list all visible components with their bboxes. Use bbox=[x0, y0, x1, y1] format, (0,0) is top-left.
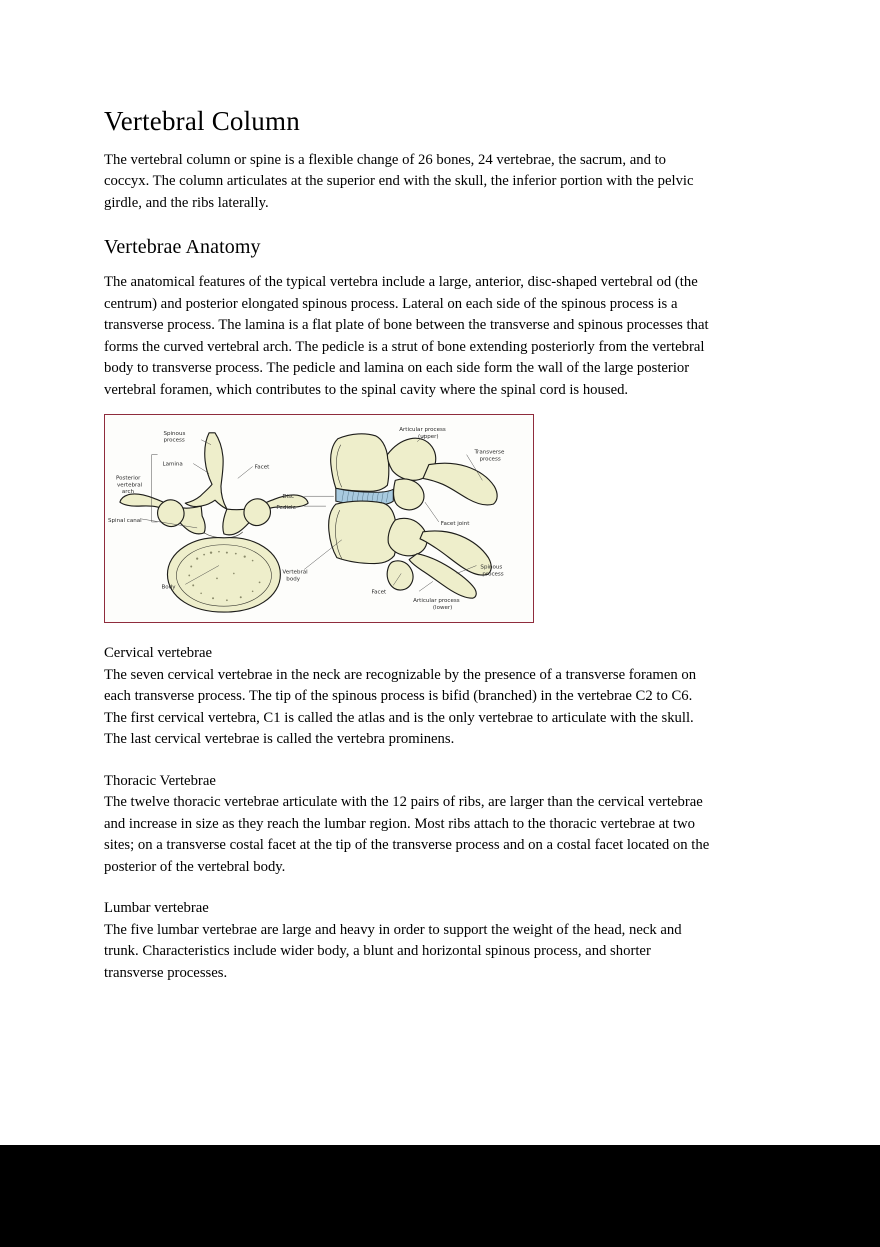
figure-label-facet: Facet bbox=[254, 464, 270, 471]
cervical-paragraph: The seven cervical vertebrae in the neck are recognizable by the presence of a transverse foramen on each transverse process. The tip of the spinous process is bifid (branched) in the vertebrae C2 to C6. The first cervical vertebra, C1 is called the atlas and is the only vertebrae to articulate with the skull. The last cervical vertebrae is called the vertebra prominens. bbox=[104, 666, 697, 748]
figure-label-posterior-3: arch bbox=[121, 489, 134, 496]
vertebra-anatomy-diagram bbox=[104, 414, 534, 623]
figure-label-spinous-right-2: process bbox=[482, 571, 504, 578]
figure-label-articular-upper-2: (upper) bbox=[418, 433, 439, 440]
page-title: Vertebral Column bbox=[104, 106, 300, 136]
lateral-view-illustration bbox=[304, 434, 497, 598]
anatomy-paragraph: The anatomical features of the typical vertebra include a large, anterior, disc-shaped vertebral od (the centrum) and posterior elongated spinous process. Lateral on each side of the spinous process is a transverse process. The lamina is a flat plate of bone between the transverse and spinous processes that forms the curved vertebral arch. The pedicle is a strut of bone extending posteriorly from the vertebral body to transverse process. The pedicle and lamina on each side form the wall of the large posterior vertebral foramen, which contributes to the spinal cavity where the spinal cord is housed. bbox=[104, 274, 709, 398]
superior-view-illustration bbox=[120, 430, 308, 612]
lumbar-paragraph: The five lumbar vertebrae are large and heavy in order to support the weight of the head, neck and trunk. Characteristics include wider body, a blunt and horizontal spinous process, and shorter transverse processes. bbox=[104, 921, 682, 981]
figure-label-spinal-canal: Spinal canal bbox=[108, 518, 142, 525]
subsection-thoracic bbox=[104, 751, 712, 879]
section-heading-vertebrae-anatomy: Vertebrae Anatomy bbox=[104, 236, 261, 259]
intro-paragraph: The vertebral column or spine is a flexible change of 26 bones, 24 vertebrae, the sacrum, and to coccyx. The column articulates at the superior end with the skull, the inferior portion with the pelvic girdle, and the ribs laterally. bbox=[104, 151, 694, 211]
figure-label-vertebral-body-2: body bbox=[286, 576, 301, 583]
subsection-heading-cervical: Cervical vertebrae bbox=[104, 645, 213, 662]
figure-label-articular-lower-2: (lower) bbox=[432, 605, 453, 612]
figure-label-posterior-1: Posterior bbox=[115, 475, 141, 482]
subsection-lumbar bbox=[104, 878, 712, 984]
subsection-cervical bbox=[104, 623, 712, 751]
figure-label-body: Body bbox=[161, 584, 176, 591]
figure-label-pedicle: Pedicle bbox=[276, 505, 296, 512]
figure-container bbox=[104, 401, 712, 623]
figure-label-vertebral-body-1: Vertebral bbox=[282, 569, 308, 576]
figure-label-posterior-2: vertebral bbox=[116, 482, 143, 489]
figure-label-lamina: Lamina bbox=[162, 461, 183, 468]
figure-label-articular-upper-1: Articular process bbox=[399, 427, 446, 434]
figure-label-disc: Disc bbox=[282, 494, 295, 501]
figure-label-spinous-process: Spinous bbox=[163, 430, 186, 437]
page-bottom-black-bar bbox=[0, 1145, 880, 1247]
figure-label-facet-joint: Facet joint bbox=[440, 521, 470, 528]
subsection-heading-thoracic: Thoracic Vertebrae bbox=[104, 772, 216, 789]
figure-label-transverse-2: process bbox=[479, 456, 501, 463]
figure-label-facet-right: Facet bbox=[371, 589, 387, 596]
figure-label-transverse-1: Transverse bbox=[474, 449, 505, 456]
figure-label-spinous-right-1: Spinous bbox=[480, 564, 503, 571]
document-content-column bbox=[104, 0, 712, 984]
figure-label-articular-lower-1: Articular process bbox=[413, 598, 460, 605]
figure-label-spinous-process-2: process bbox=[163, 437, 185, 444]
subsection-heading-lumbar: Lumbar vertebrae bbox=[104, 900, 209, 917]
thoracic-paragraph: The twelve thoracic vertebrae articulate with the 12 pairs of ribs, are larger than the cervical vertebrae and increase in size as they reach the lumbar region. Most ribs attach to the thoracic vertebrae at two sites; on a transverse costal facet at the tip of the transverse process and on a costal facet located on the posterior of the vertebral body. bbox=[104, 794, 710, 875]
